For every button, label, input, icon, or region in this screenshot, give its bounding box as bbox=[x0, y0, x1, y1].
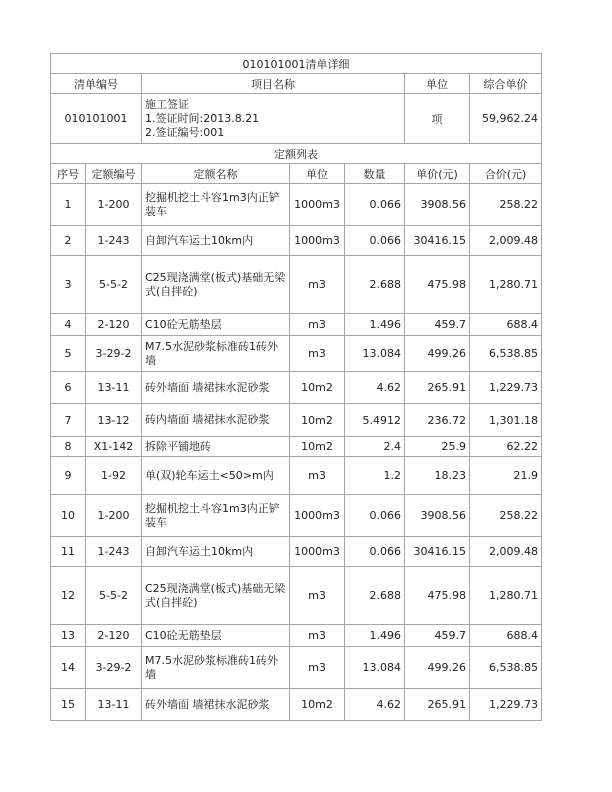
bill-code-header: 清单编号 bbox=[51, 74, 142, 94]
quota-name: C25现浇满堂(板式)基础无梁式(自拌砼) bbox=[142, 256, 290, 314]
table-row bbox=[51, 314, 542, 336]
col-header-code: 定额编号 bbox=[86, 164, 142, 184]
quota-name: C25现浇满堂(板式)基础无梁式(自拌砼) bbox=[142, 567, 290, 625]
table-row bbox=[51, 689, 542, 721]
quota-code: 13-12 bbox=[86, 404, 142, 437]
col-header-unit: 单位 bbox=[290, 164, 345, 184]
quota-unit: 10m2 bbox=[290, 372, 345, 404]
quota-price: 30416.15 bbox=[405, 226, 470, 256]
quota-price: 499.26 bbox=[405, 336, 470, 372]
col-header-qty: 数量 bbox=[345, 164, 405, 184]
table-row bbox=[51, 437, 542, 457]
quota-code: 3-29-2 bbox=[86, 336, 142, 372]
quota-code: 5-5-2 bbox=[86, 256, 142, 314]
quota-price: 475.98 bbox=[405, 567, 470, 625]
quota-price: 499.26 bbox=[405, 647, 470, 689]
quota-code: 1-92 bbox=[86, 457, 142, 495]
quota-code: 1-200 bbox=[86, 495, 142, 537]
quota-total: 688.4 bbox=[470, 625, 542, 647]
table-row bbox=[51, 567, 542, 625]
quota-qty: 4.62 bbox=[345, 372, 405, 404]
quota-qty: 0.066 bbox=[345, 495, 405, 537]
quota-total: 258.22 bbox=[470, 184, 542, 226]
quota-name: 自卸汽车运土10km内 bbox=[142, 226, 290, 256]
quota-qty: 13.084 bbox=[345, 647, 405, 689]
quota-unit: 10m2 bbox=[290, 689, 345, 721]
quota-total: 1,280.71 bbox=[470, 567, 542, 625]
row-no: 12 bbox=[51, 567, 86, 625]
bill-name: 施工签证 1.签证时间:2013.8.21 2.签证编号:001 bbox=[142, 94, 405, 144]
quota-name: M7.5水泥砂浆标准砖1砖外墙 bbox=[142, 647, 290, 689]
quota-unit: 10m2 bbox=[290, 404, 345, 437]
quota-qty: 0.066 bbox=[345, 184, 405, 226]
table-row bbox=[51, 184, 542, 226]
quota-total: 21.9 bbox=[470, 457, 542, 495]
quota-code: 13-11 bbox=[86, 372, 142, 404]
row-no: 8 bbox=[51, 437, 86, 457]
quota-price: 459.7 bbox=[405, 314, 470, 336]
quota-code: 1-200 bbox=[86, 184, 142, 226]
quota-qty: 2.4 bbox=[345, 437, 405, 457]
table-row bbox=[51, 372, 542, 404]
table-row bbox=[51, 495, 542, 537]
title-row bbox=[51, 54, 542, 74]
quota-unit: 1000m3 bbox=[290, 537, 345, 567]
quota-qty: 1.2 bbox=[345, 457, 405, 495]
quota-name: 挖掘机挖土斗容1m3内正铲装车 bbox=[142, 184, 290, 226]
quota-name: 砖外墙面 墙裙抹水泥砂浆 bbox=[142, 689, 290, 721]
table-row bbox=[51, 226, 542, 256]
table-row bbox=[51, 625, 542, 647]
table-row bbox=[51, 256, 542, 314]
quota-code: 5-5-2 bbox=[86, 567, 142, 625]
quota-total: 2,009.48 bbox=[470, 226, 542, 256]
quota-qty: 2.688 bbox=[345, 567, 405, 625]
quota-name: 砖内墙面 墙裙抹水泥砂浆 bbox=[142, 404, 290, 437]
quota-list-title: 定额列表 bbox=[51, 144, 542, 164]
sheet-title: 010101001清单详细 bbox=[51, 54, 542, 74]
quota-price: 30416.15 bbox=[405, 537, 470, 567]
quota-code: 13-11 bbox=[86, 689, 142, 721]
quota-code: X1-142 bbox=[86, 437, 142, 457]
row-no: 2 bbox=[51, 226, 86, 256]
bill-name-header: 项目名称 bbox=[142, 74, 405, 94]
quota-price: 265.91 bbox=[405, 372, 470, 404]
quota-price: 459.7 bbox=[405, 625, 470, 647]
quota-unit: 10m2 bbox=[290, 437, 345, 457]
quota-name: 自卸汽车运土10km内 bbox=[142, 537, 290, 567]
quota-total: 688.4 bbox=[470, 314, 542, 336]
quota-total: 62.22 bbox=[470, 437, 542, 457]
quota-total: 258.22 bbox=[470, 495, 542, 537]
quota-code: 1-243 bbox=[86, 226, 142, 256]
quota-code: 2-120 bbox=[86, 625, 142, 647]
quota-qty: 5.4912 bbox=[345, 404, 405, 437]
quota-total: 6,538.85 bbox=[470, 336, 542, 372]
quota-price: 3908.56 bbox=[405, 495, 470, 537]
bill-price: 59,962.24 bbox=[470, 94, 542, 144]
quota-qty: 2.688 bbox=[345, 256, 405, 314]
quota-unit: 1000m3 bbox=[290, 184, 345, 226]
quota-unit: m3 bbox=[290, 567, 345, 625]
bill-header-row bbox=[51, 74, 542, 94]
quota-code: 1-243 bbox=[86, 537, 142, 567]
col-header-price: 单价(元) bbox=[405, 164, 470, 184]
row-no: 7 bbox=[51, 404, 86, 437]
quota-qty: 1.496 bbox=[345, 314, 405, 336]
col-header-name: 定额名称 bbox=[142, 164, 290, 184]
row-no: 13 bbox=[51, 625, 86, 647]
quota-name: C10砼无筋垫层 bbox=[142, 625, 290, 647]
quota-code: 3-29-2 bbox=[86, 647, 142, 689]
quota-qty: 0.066 bbox=[345, 226, 405, 256]
row-no: 11 bbox=[51, 537, 86, 567]
quota-price: 265.91 bbox=[405, 689, 470, 721]
table-row bbox=[51, 404, 542, 437]
row-no: 10 bbox=[51, 495, 86, 537]
bill-code: 010101001 bbox=[51, 94, 142, 144]
row-no: 15 bbox=[51, 689, 86, 721]
quota-total: 6,538.85 bbox=[470, 647, 542, 689]
bill-detail-table bbox=[50, 53, 542, 721]
row-no: 5 bbox=[51, 336, 86, 372]
quota-price: 3908.56 bbox=[405, 184, 470, 226]
bill-unit-header: 单位 bbox=[405, 74, 470, 94]
quota-qty: 0.066 bbox=[345, 537, 405, 567]
quota-unit: m3 bbox=[290, 647, 345, 689]
table-row bbox=[51, 537, 542, 567]
quota-name: M7.5水泥砂浆标准砖1砖外墙 bbox=[142, 336, 290, 372]
quota-name: 单(双)轮车运土<50>m内 bbox=[142, 457, 290, 495]
quota-unit: m3 bbox=[290, 336, 345, 372]
quota-name: 拆除平铺地砖 bbox=[142, 437, 290, 457]
quota-price: 18.23 bbox=[405, 457, 470, 495]
quota-code: 2-120 bbox=[86, 314, 142, 336]
quota-title-row bbox=[51, 144, 542, 164]
quota-name: 砖外墙面 墙裙抹水泥砂浆 bbox=[142, 372, 290, 404]
quota-unit: 1000m3 bbox=[290, 495, 345, 537]
quota-total: 1,229.73 bbox=[470, 372, 542, 404]
quota-unit: m3 bbox=[290, 625, 345, 647]
row-no: 4 bbox=[51, 314, 86, 336]
quota-rows bbox=[51, 184, 542, 721]
quota-header-row bbox=[51, 164, 542, 184]
quota-price: 25.9 bbox=[405, 437, 470, 457]
bill-price-header: 综合单价 bbox=[470, 74, 542, 94]
quota-total: 2,009.48 bbox=[470, 537, 542, 567]
quota-price: 236.72 bbox=[405, 404, 470, 437]
quota-qty: 4.62 bbox=[345, 689, 405, 721]
table-row bbox=[51, 457, 542, 495]
quota-unit: m3 bbox=[290, 314, 345, 336]
row-no: 9 bbox=[51, 457, 86, 495]
row-no: 6 bbox=[51, 372, 86, 404]
col-header-no: 序号 bbox=[51, 164, 86, 184]
quota-qty: 1.496 bbox=[345, 625, 405, 647]
quota-total: 1,280.71 bbox=[470, 256, 542, 314]
quota-name: C10砼无筋垫层 bbox=[142, 314, 290, 336]
quota-price: 475.98 bbox=[405, 256, 470, 314]
quota-qty: 13.084 bbox=[345, 336, 405, 372]
quota-total: 1,229.73 bbox=[470, 689, 542, 721]
quota-total: 1,301.18 bbox=[470, 404, 542, 437]
quota-unit: 1000m3 bbox=[290, 226, 345, 256]
quota-unit: m3 bbox=[290, 256, 345, 314]
row-no: 1 bbox=[51, 184, 86, 226]
table-row bbox=[51, 647, 542, 689]
col-header-total: 合价(元) bbox=[470, 164, 542, 184]
bill-unit: 项 bbox=[405, 94, 470, 144]
row-no: 14 bbox=[51, 647, 86, 689]
quota-name: 挖掘机挖土斗容1m3内正铲装车 bbox=[142, 495, 290, 537]
bill-row bbox=[51, 94, 542, 144]
quota-unit: m3 bbox=[290, 457, 345, 495]
table-row bbox=[51, 336, 542, 372]
row-no: 3 bbox=[51, 256, 86, 314]
